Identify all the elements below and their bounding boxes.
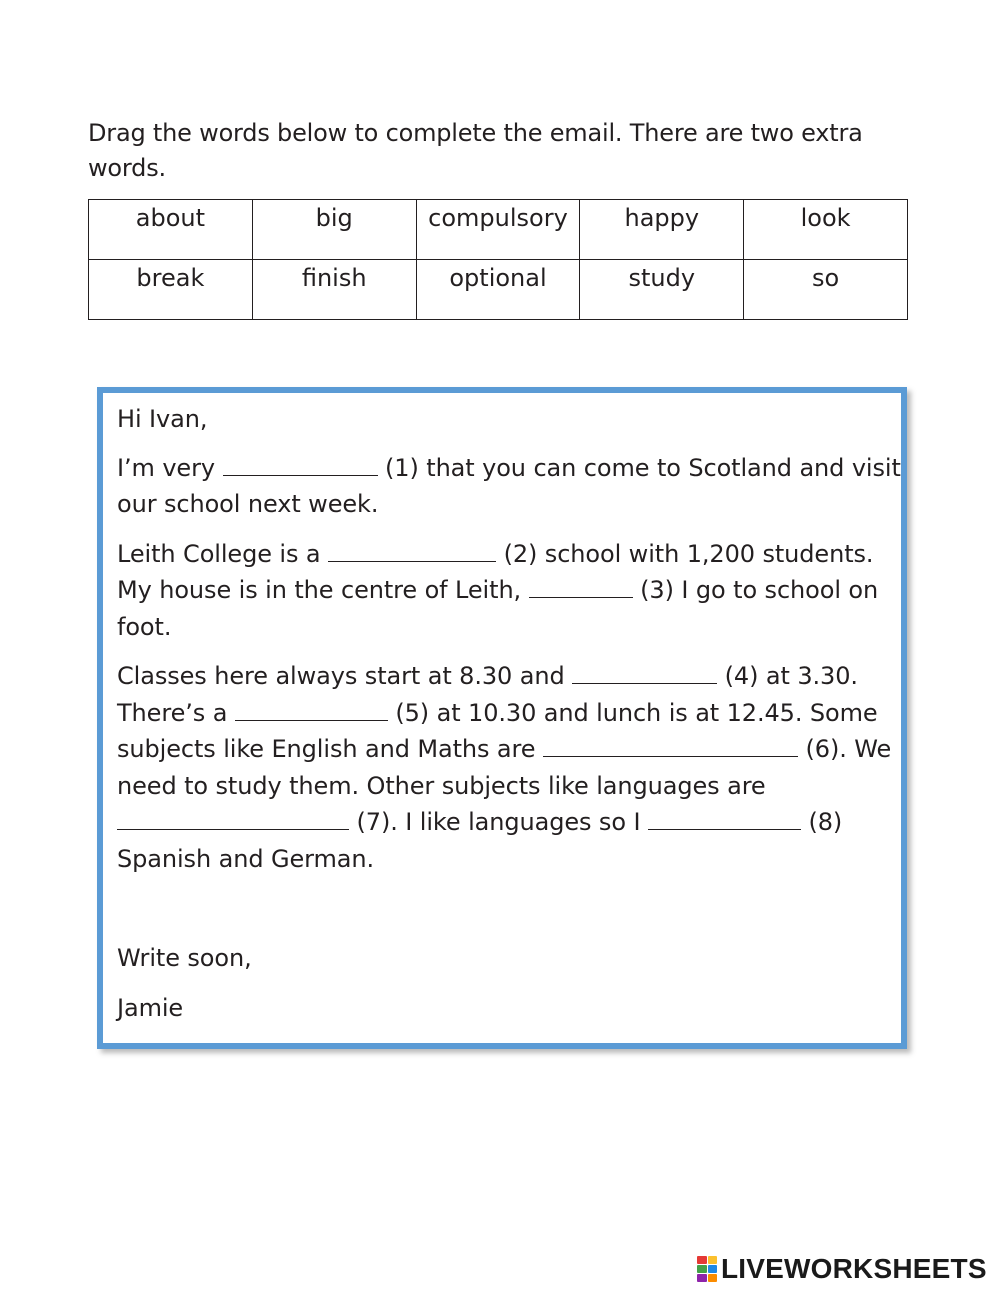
- blank-4[interactable]: [572, 661, 717, 684]
- word-big[interactable]: big: [252, 200, 416, 260]
- email-text: (1) that you can come to Scotland and visit our school next week.: [117, 453, 901, 518]
- brand-name: LIVEWORKSHEETS: [721, 1253, 987, 1284]
- email-text: (8) Spanish and German.: [117, 808, 843, 873]
- logo-square: [697, 1265, 707, 1273]
- blank-7[interactable]: [117, 807, 349, 830]
- logo-square: [708, 1265, 718, 1273]
- blank-2[interactable]: [328, 539, 496, 562]
- logo-mark-icon: [697, 1256, 717, 1282]
- email-text: I’m very: [117, 453, 215, 482]
- email-greeting: Hi Ivan,: [117, 405, 208, 433]
- email-text: (4) at 3.30. There’s a: [117, 662, 858, 727]
- instructions-text: Drag the words below to complete the email. There are two extra words.: [88, 119, 863, 182]
- word-optional[interactable]: optional: [416, 260, 580, 320]
- email-paragraph-2: [117, 536, 901, 646]
- logo-square: [708, 1274, 718, 1282]
- email-paragraph-1: [117, 450, 901, 523]
- logo-square: [697, 1274, 707, 1282]
- word-break[interactable]: break: [89, 260, 253, 320]
- word-finish[interactable]: finish: [252, 260, 416, 320]
- blank-1[interactable]: [223, 453, 378, 476]
- email-paragraph-3: [117, 658, 901, 877]
- word-bank-row: [89, 260, 908, 320]
- word-compulsory[interactable]: compulsory: [416, 200, 580, 260]
- email-box: [97, 387, 907, 1049]
- word-bank-row: [89, 200, 908, 260]
- word-study[interactable]: study: [580, 260, 744, 320]
- logo-square: [697, 1256, 707, 1264]
- word-look[interactable]: look: [744, 200, 908, 260]
- word-happy[interactable]: happy: [580, 200, 744, 260]
- email-text: (7). I like languages so I: [356, 808, 648, 836]
- blank-6[interactable]: [543, 734, 798, 757]
- blank-3[interactable]: [529, 575, 633, 598]
- email-text: Leith College is a: [117, 539, 321, 568]
- email-text: (2) school with 1,200 students. My house is in the centre of Leith,: [117, 539, 874, 604]
- email-text: (6). We need to study them. Other subjects like languages are: [117, 735, 892, 800]
- logo-square: [708, 1256, 718, 1264]
- email-signature: Jamie: [117, 993, 184, 1022]
- word-bank-table: [88, 199, 908, 320]
- email-text: (5) at 10.30 and lunch is at 12.45. Some subjects like English and Maths are: [117, 698, 878, 763]
- word-so[interactable]: so: [744, 260, 908, 320]
- word-about[interactable]: about: [89, 200, 253, 260]
- email-signoff: Write soon,: [117, 944, 252, 972]
- blank-8[interactable]: [648, 807, 801, 830]
- liveworksheets-logo: [697, 1252, 987, 1286]
- email-text: Classes here always start at 8.30 and: [117, 662, 565, 690]
- email-text: (3) I go to school on foot.: [117, 576, 879, 641]
- blank-5[interactable]: [235, 698, 388, 721]
